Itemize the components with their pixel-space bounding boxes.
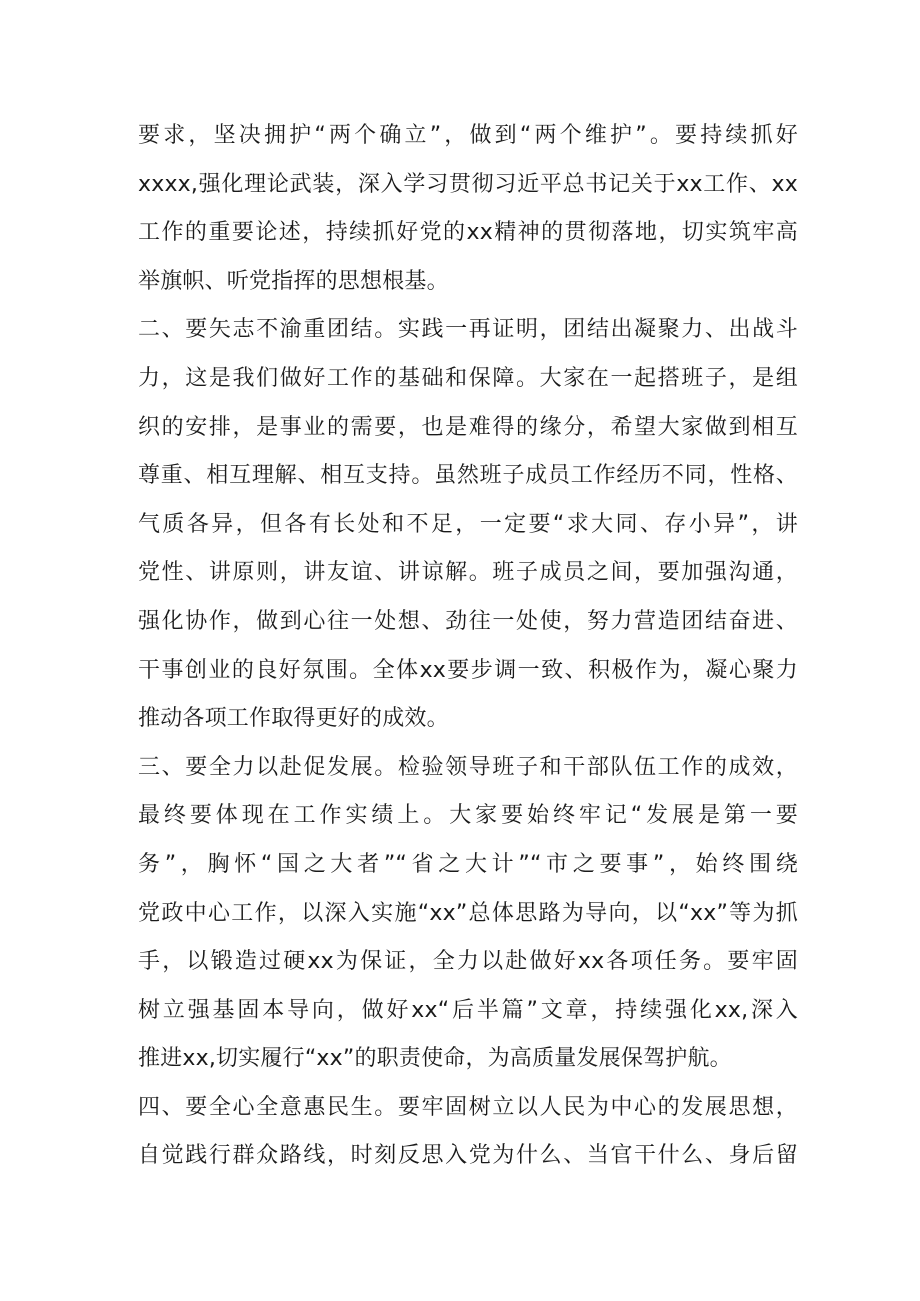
text-line: 党政中心工作，以深入实施“xx”总体思路为导向，以“xx”等为抓 [138,900,798,926]
text-line: 举旗帜、听党指挥的思想根基。 [138,268,449,294]
body-text [138,112,798,1181]
text-line: 务”，胸怀“国之大者”“省之大计”“市之要事”，始终围绕 [138,851,798,877]
text-line: 力，这是我们做好工作的基础和保障。大家在一起搭班子，是组 [138,365,798,391]
text-line: xxxx,强化理论武装，深入学习贯彻习近平总书记关于xx工作、xx [138,171,798,197]
text-line: 工作的重要论述，持续抓好党的xx精神的贯彻落地，切实筑牢高 [138,220,798,246]
text-line: 要求，坚决拥护“两个确立”，做到“两个维护”。要持续抓好 [138,123,798,148]
text-line: 尊重、相互理解、相互支持。虽然班子成员工作经历不同，性格、 [138,463,798,489]
text-line: 树立强基固本导向，做好xx“后半篇”文章，持续强化xx,深入 [138,997,798,1023]
text-line: 织的安排，是事业的需要，也是难得的缘分，希望大家做到相互 [138,414,798,440]
text-line: 推动各项工作取得更好的成效。 [138,706,449,732]
text-line: 党性、讲原则，讲友谊、讲谅解。班子成员之间，要加强沟通， [138,560,798,586]
text-line: 手，以锻造过硬xx为保证，全力以赴做好xx各项任务。要牢固 [138,949,798,975]
text-line: 四、要全心全意惠民生。要牢固树立以人民为中心的发展思想， [138,1094,798,1120]
text-line: 推进xx,切实履行“xx”的职责使命，为高质量发展保驾护航。 [138,1046,732,1072]
text-line: 三、要全力以赴促发展。检验领导班子和干部队伍工作的成效， [138,754,798,780]
text-line: 强化协作，做到心往一处想、劲往一处使，努力营造团结奋进、 [138,608,798,634]
text-line: 干事创业的良好氛围。全体xx要步调一致、积极作为，凝心聚力 [138,657,798,683]
text-line: 气质各异，但各有长处和不足，一定要“求大同、存小异”，讲 [138,511,798,537]
text-line: 自觉践行群众路线，时刻反思入党为什么、当官干什么、身后留 [138,1143,798,1169]
text-line: 最终要体现在工作实绩上。大家要始终牢记“发展是第一要 [138,803,798,829]
text-line: 二、要矢志不渝重团结。实践一再证明，团结出凝聚力、出战斗 [138,317,798,343]
